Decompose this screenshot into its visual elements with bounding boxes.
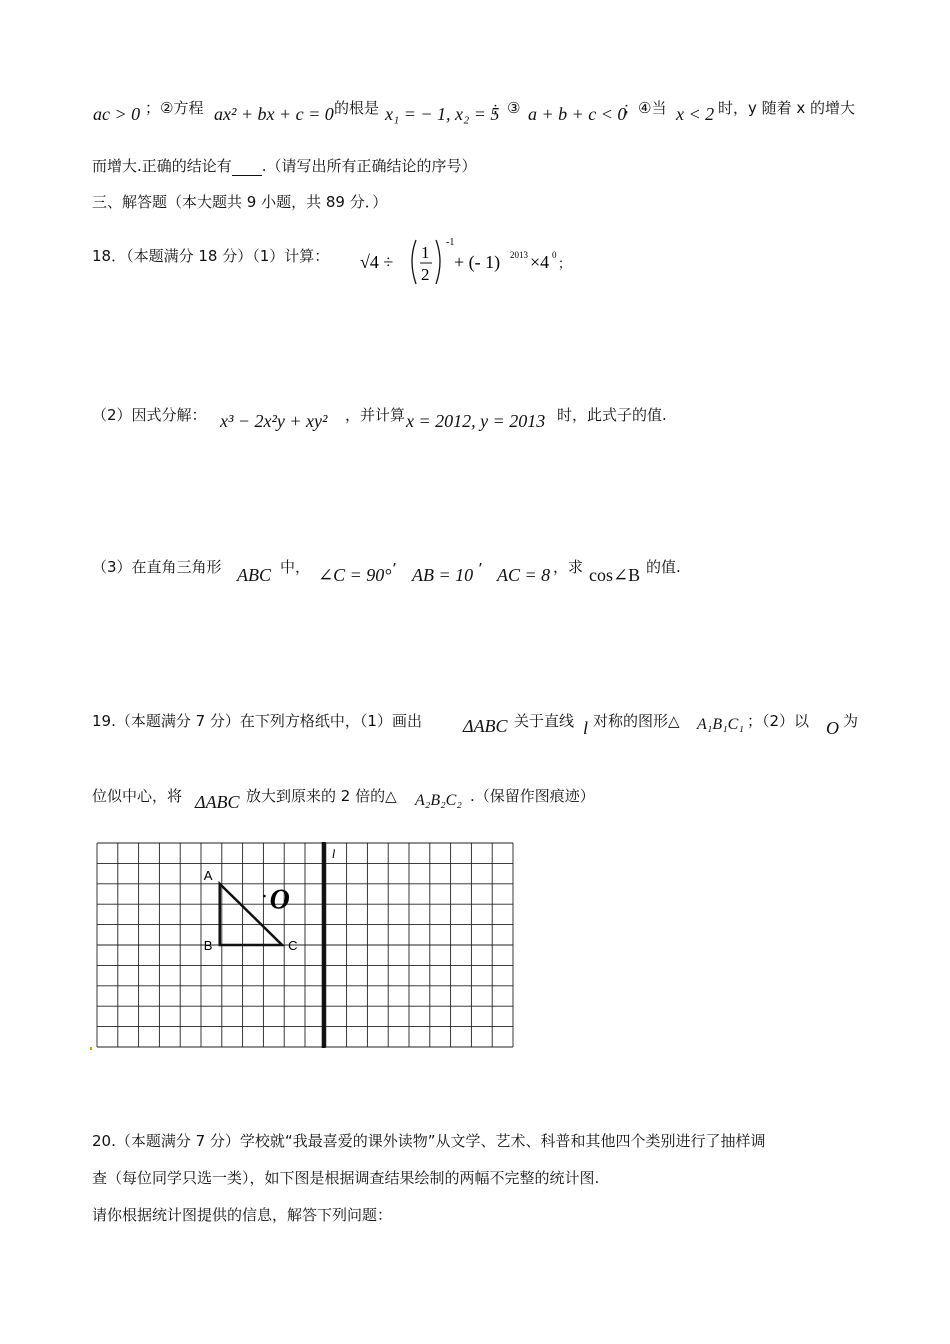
answer-blank[interactable] — [232, 161, 262, 176]
q18-expression-1 — [358, 228, 572, 290]
q19-mid-2: 对称的图形△ — [593, 712, 680, 730]
q19-center-o: O — [826, 718, 839, 738]
q19-line-l: l — [583, 718, 589, 738]
side-ac: AC = 8 — [497, 565, 551, 585]
q18-part3-heading: （3）在直角三角形 — [92, 558, 222, 576]
q19-line2-mid: 放大到原来的 2 倍的△ — [246, 787, 397, 805]
q18-part2-mid: ，并计算 — [345, 406, 406, 424]
item-3-label: ；③ — [492, 99, 521, 117]
q20-line-1: 20.（本题满分 7 分）学校就“我最喜爱的课外读物”从文学、艺术、科普和其他四个类别进行了抽样调 — [92, 1132, 766, 1150]
triangle-a2b2c2: A₂B₂C₂ — [415, 792, 462, 809]
quadratic-equation: ax² + bx + c = 0 — [214, 104, 334, 124]
roots-expression: x₁ = − 1, x₂ = 5 — [385, 104, 500, 124]
label-a: A — [203, 867, 213, 883]
section-title: 三、解答题（本大题共 9 小题，共 89 分．） — [92, 193, 388, 211]
line1-tail: 时，y 随着 x 的增大 — [718, 99, 856, 117]
q19-line2-head: 位似中心，将 — [92, 787, 183, 805]
comma-1: ’ — [392, 560, 397, 578]
q19-line2-tail: .（保留作图痕迹） — [470, 787, 595, 805]
item-4-label: ；④当 — [623, 99, 667, 117]
q18-part3-mid: 中， — [280, 558, 311, 576]
condition-4: x < 2 — [676, 104, 715, 124]
q18-heading: 18．（本题满分 18 分）（1）计算： — [92, 247, 330, 265]
q18-part3-ask: ，求 — [553, 558, 584, 576]
q18-part3-tail: 的值. — [646, 558, 681, 576]
q19-mid-4: 为 — [843, 712, 859, 730]
comma-2: ’ — [478, 560, 483, 578]
svg-text:√4 ÷: √4 ÷ — [360, 252, 394, 272]
q19-line2-triangle: ΔABC — [195, 792, 240, 812]
svg-text:0: 0 — [552, 250, 557, 260]
triangle-abc: ABC — [237, 565, 271, 585]
label-b: B — [203, 938, 213, 953]
angle-c: ∠C = 90° — [318, 565, 392, 585]
svg-text:；: ； — [558, 257, 572, 272]
answer-line — [92, 155, 477, 176]
tiny-mark — [90, 1047, 92, 1050]
label-o: O — [269, 884, 290, 916]
q20-line-2: 查（每位同学只选一类），如下图是根据调查结果绘制的两幅不完整的统计图. — [92, 1169, 600, 1187]
grid-figure — [96, 842, 514, 1048]
q19-mid-1: 关于直线 — [514, 712, 575, 730]
condition-3: a + b + c < 0 — [528, 104, 627, 124]
substitution-values: x = 2012, y = 2013 — [406, 411, 546, 431]
triangle-a1b1c1: A₁B₁C₁ — [697, 716, 744, 733]
q19-mid-3: ；（2）以 — [747, 712, 810, 730]
q18-part2-heading: （2）因式分解： — [92, 406, 207, 424]
item-2-label: ；②方程 — [145, 99, 204, 117]
q19-heading: 19.（本题满分 7 分）在下列方格纸中，（1）画出 — [92, 712, 422, 730]
answer-prompt: 而增大.正确的结论有 — [92, 157, 232, 175]
svg-text:1: 1 — [421, 243, 430, 262]
svg-text:-1: -1 — [446, 237, 455, 248]
answer-note: .（请写出所有正确结论的序号） — [261, 157, 477, 175]
q20-line-3: 请你根据统计图提供的信息，解答下列问题： — [92, 1206, 393, 1224]
side-ab: AB = 10 — [412, 565, 474, 585]
grid-svg — [96, 842, 514, 1048]
svg-text:2: 2 — [421, 265, 430, 284]
cos-b: cos∠B — [589, 565, 641, 585]
point-o-dot — [263, 895, 266, 898]
label-l: l — [331, 846, 336, 861]
q19-triangle: ΔABC — [463, 716, 508, 736]
svg-text:2013: 2013 — [510, 250, 528, 260]
roots-label: 的根是 — [334, 99, 380, 117]
condition-1: ac > 0 — [93, 104, 141, 124]
label-c: C — [288, 938, 298, 953]
q18-part2-tail: 时，此式子的值. — [557, 406, 667, 424]
svg-text:×4: ×4 — [530, 252, 550, 272]
svg-text:+ (- 1): + (- 1) — [454, 252, 501, 272]
factor-expression: x³ − 2x²y + xy² — [220, 411, 328, 431]
